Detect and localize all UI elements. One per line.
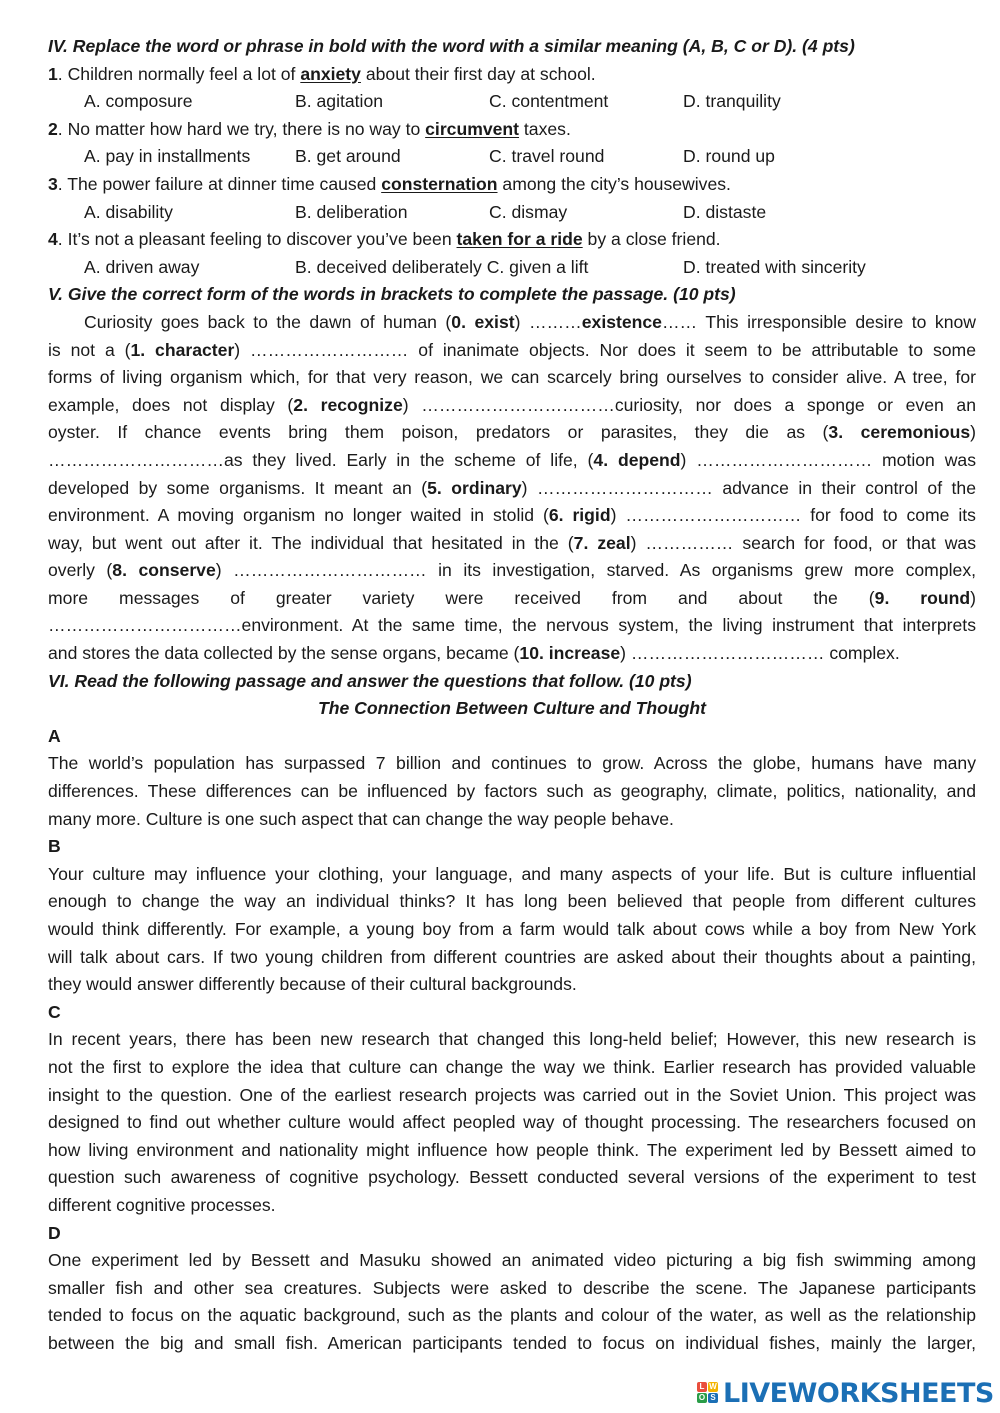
passage-line: developed by some organisms. It meant an (5. ordinary) ………………………… advance in their control of the: [48, 477, 976, 498]
passage-line: …………………………as they lived. Early in the scheme of life, (4. depend) ………………………… motion was: [48, 449, 976, 470]
paragraph-c-line: question such awareness of cognitive psychology. Bessett conducted several versions of the experiment to test: [48, 1167, 976, 1188]
paragraph-label-d: D: [48, 1222, 61, 1243]
logo-text: LIVEWORKSHEETS: [723, 1377, 994, 1409]
passage-line: forms of living organism which, for that very reason, we can scarcely bring ourselves to consider alive. A tree, for: [48, 367, 976, 388]
option-b[interactable]: B. agitation: [295, 91, 384, 112]
paragraph-b-line: will talk about cars. If two young children from different countries are asked about their thoughts about a painting,: [48, 946, 976, 967]
blank-7[interactable]: ) …………… search for food, or that was: [630, 532, 976, 553]
paragraph-c-line: different cognitive processes.: [48, 1194, 276, 1215]
option-b-c[interactable]: B. deceived deliberately C. given a lift: [295, 256, 589, 277]
option-d[interactable]: D. distaste: [683, 201, 767, 222]
paragraph-label-c: C: [48, 1001, 61, 1022]
question-1-options: [48, 88, 976, 116]
paragraph-c-line: not the first to explore the idea that culture can change the way we think. Earlier research has provided valuable: [48, 1056, 976, 1077]
passage-line: way, but went out after it. The individual that hesitated in the (7. zeal) …………… search for food, or that was: [48, 532, 976, 553]
option-d[interactable]: D. treated with sincerity: [683, 256, 866, 277]
blank-4[interactable]: ) ………………………… motion was: [680, 449, 976, 470]
passage-line: is not a (1. character) ……………………… of inanimate objects. Nor does it seem to be attributable to some: [48, 339, 976, 360]
question-2-keyword: circumvent: [425, 118, 520, 139]
paragraph-d-line: smaller fish and other sea creatures. Subjects were asked to describe the scene. The Japanese participants: [48, 1277, 976, 1298]
passage-line: example, does not display (2. recognize) ……………………………curiosity, nor does a sponge or even an: [48, 394, 976, 415]
paragraph-d-line: between the big and small fish. American participants tended to focus on individual fishes, mainly the larger,: [48, 1332, 976, 1353]
blank-10[interactable]: ) …………………………… complex.: [620, 643, 900, 664]
question-2: 2. No matter how hard we try, there is no way to circumvent taxes.: [48, 118, 571, 139]
option-c[interactable]: C. dismay: [489, 201, 568, 222]
blank-1[interactable]: ) ……………………… of inanimate objects. Nor does it seem to be attributable to some: [234, 339, 976, 360]
reading-title: The Connection Between Culture and Thought: [317, 698, 707, 719]
option-c[interactable]: C. contentment: [489, 91, 609, 112]
passage-line: environment. A moving organism no longer waited in stolid (6. rigid) ………………………… for food to come its: [48, 505, 976, 526]
paragraph-label-b: B: [48, 836, 61, 857]
option-a[interactable]: A. pay in installments: [84, 146, 251, 167]
paragraph-a-line: differences. These differences can be influenced by factors such as geography, climate, politics, nationality, and: [48, 781, 976, 802]
option-a[interactable]: A. driven away: [84, 256, 200, 277]
question-3-keyword: consternation: [381, 173, 498, 194]
paragraph-c-line: designed to find out whether culture would affect peopled way of thought processing. The researchers focused on: [48, 1112, 976, 1133]
question-3: 3. The power failure at dinner time caused consternation among the city’s housewives.: [48, 173, 731, 194]
paragraph-a-line: The world’s population has surpassed 7 billion and continues to grow. Across the globe, humans have many: [48, 753, 976, 774]
section-4-heading: IV. Replace the word or phrase in bold with the word with a similar meaning (A, B, C or D). (4 pts): [48, 36, 855, 56]
liveworksheets-logo-icon: L W O S: [698, 1382, 717, 1402]
blank-9[interactable]: ……………………………environment. At the same time, the nervous system, the living instrument that interprets: [48, 615, 976, 636]
paragraph-c-line: In recent years, there has been new research that changed this long-held belief; However, this new research is: [48, 1029, 976, 1050]
paragraph-c-line: how living environment and nationality might influence how people think. The experiment led by Bessett aimed to: [48, 1139, 976, 1160]
paragraph-b-line: enough to change the way an individual thinks? It has long been believed that people from different cultures: [48, 891, 976, 912]
paragraph-b-line: Your culture may influence your clothing, your language, and many aspects of your life. But is culture influential: [48, 863, 976, 884]
question-4-keyword: taken for a ride: [456, 229, 583, 250]
passage-line: Curiosity goes back to the dawn of human (0. exist) ………existence…… This irresponsible desire to know: [84, 311, 976, 332]
option-b[interactable]: B. deliberation: [295, 201, 408, 222]
question-1-keyword: anxiety: [300, 63, 361, 84]
blank-6[interactable]: ) ………………………… for food to come its: [610, 505, 976, 526]
blank-8[interactable]: ) …………………………… in its investigation, starved. As organisms grew more complex,: [215, 560, 976, 581]
paragraph-a-line: many more. Culture is one such aspect that can change the way people behave.: [48, 808, 674, 829]
question-4: 4. It’s not a pleasant feeling to discover you’ve been taken for a ride by a close friend.: [48, 229, 721, 250]
option-d[interactable]: D. tranquility: [683, 91, 781, 112]
passage-line: oyster. If chance events bring them poison, predators or parasites, they die as (3. ceremonious): [48, 422, 976, 443]
passage-line: more messages of greater variety were received from and about the (9. round): [48, 587, 976, 608]
option-a[interactable]: A. composure: [84, 91, 193, 112]
question-2-options: [48, 143, 976, 171]
blank-3[interactable]: …………………………as they lived. Early in the scheme of life, (: [48, 449, 594, 470]
question-4-options: [48, 254, 976, 282]
option-c[interactable]: C. travel round: [489, 146, 605, 167]
paragraph-b-line: they would answer differently because of their cultural backgrounds.: [48, 974, 577, 995]
blank-5[interactable]: ) ………………………… advance in their control of the: [521, 477, 976, 498]
section-5-heading: V. Give the correct form of the words in brackets to complete the passage. (10 pts): [48, 284, 736, 305]
worksheet-page: [48, 33, 976, 1358]
passage-line: and stores the data collected by the sense organs, became (10. increase) …………………………… complex.: [48, 643, 900, 664]
section-6-heading: VI. Read the following passage and answer the questions that follow. (10 pts): [48, 670, 692, 691]
example-answer: existence: [581, 311, 662, 332]
option-a[interactable]: A. disability: [84, 201, 173, 222]
question-3-options: [48, 199, 976, 227]
option-d[interactable]: D. round up: [683, 146, 775, 167]
paragraph-d-line: tended to focus on the aquatic background, such as the plants and colour of the water, as well as the relationship: [48, 1305, 976, 1326]
blank-2[interactable]: ) ……………………………curiosity, nor does a sponge or even an: [402, 394, 976, 415]
paragraph-label-a: A: [48, 725, 61, 746]
liveworksheets-logo[interactable]: [697, 1377, 994, 1409]
paragraph-d-line: One experiment led by Bessett and Masuku showed an animated video picturing a big fish swimming among: [48, 1250, 976, 1271]
paragraph-c-line: insight to the question. One of the earliest research projects was carried out in the Soviet Union. This project was: [48, 1084, 976, 1105]
question-1: 1. Children normally feel a lot of anxiety about their first day at school.: [48, 63, 596, 84]
option-b[interactable]: B. get around: [295, 146, 401, 167]
paragraph-b-line: would think differently. For example, a young boy from a farm would talk about cows while a boy from New York: [48, 919, 976, 939]
passage-line: overly (8. conserve) …………………………… in its investigation, starved. As organisms grew more complex,: [48, 560, 976, 581]
